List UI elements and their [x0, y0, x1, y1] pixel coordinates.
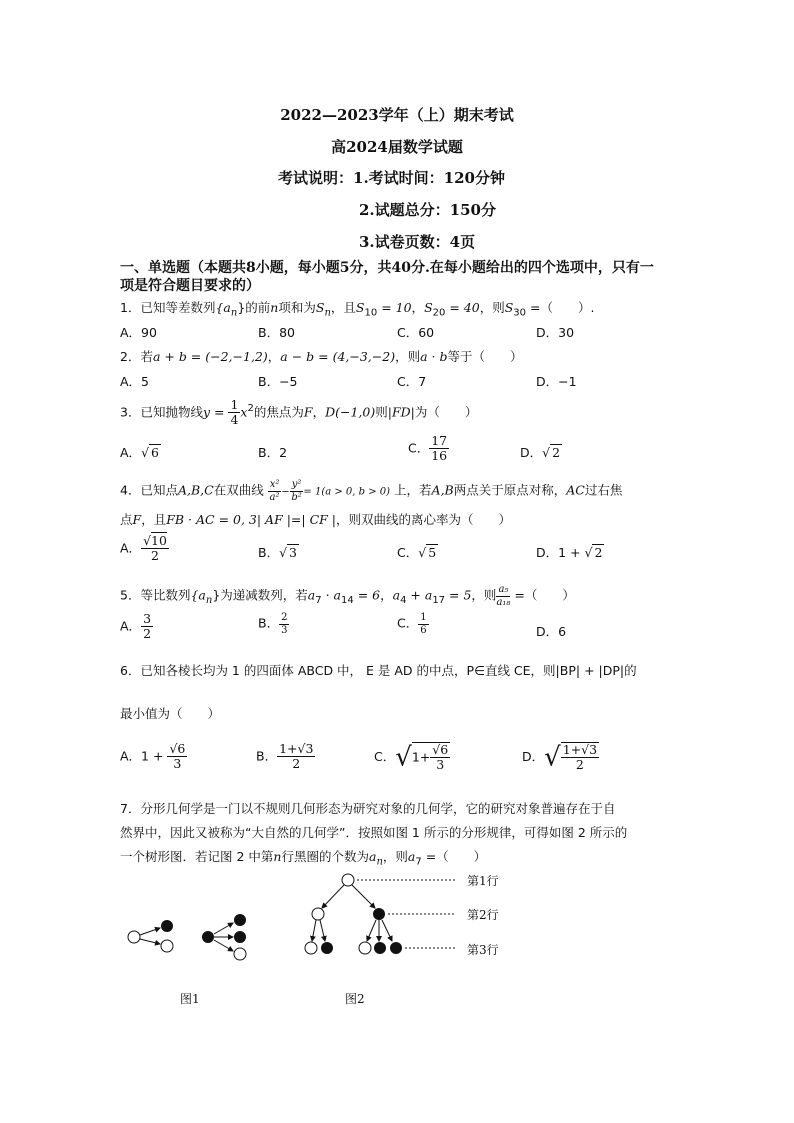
q4-a-frac: $\frac{√10}{2}$: [143, 533, 167, 564]
note-score: 2.试题总分：150分: [359, 201, 496, 219]
q4-b-label: B．: [258, 545, 280, 560]
q6-a-label: A．1 +: [120, 748, 168, 764]
q5-c-d: 6: [420, 624, 427, 636]
section-heading-line1: 一、单选题（本题共8小题，每小题5分，共40分.在每小题给出的四个选项中，只有一: [120, 260, 654, 276]
white-node: [305, 942, 317, 954]
sqrt-icon: √ 3: [279, 545, 297, 560]
q3-option-b[interactable]: B．2: [258, 445, 288, 460]
sqrt-icon: √ 6: [141, 445, 159, 460]
q3-x: x: [240, 404, 248, 420]
q4-a-d: 2: [151, 548, 159, 564]
q1-s: S: [315, 300, 325, 315]
q4-a-label: A．: [120, 540, 142, 556]
q4-ac: AC: [566, 482, 585, 498]
black-node: [321, 942, 333, 954]
row-1-label: 第1行: [467, 874, 499, 888]
question-6-line1: 6．已知各棱长均为 1 的四面体 ABCD 中， E 是 AD 的中点，P∈直线 CE，则|BP| + |DP|的: [120, 663, 637, 678]
black-node: [161, 920, 173, 932]
q6-b-d: 2: [292, 756, 301, 772]
q1-text: ，则: [479, 300, 505, 315]
question-6-line2: 最小值为（ ）: [120, 706, 221, 721]
q5-c-n: 1: [420, 612, 427, 623]
q1-n: n: [270, 300, 279, 315]
q5-c-frac: [418, 612, 428, 636]
q1-seq: {a: [215, 300, 231, 315]
q3-option-d[interactable]: [520, 443, 562, 461]
q3-c-n: 17: [431, 433, 448, 448]
q1-option-d[interactable]: D．30: [536, 325, 575, 340]
q4-f: F: [132, 512, 142, 527]
q6-d-d: 2: [575, 757, 584, 773]
q4-text: 点: [120, 512, 133, 527]
black-node: [234, 914, 246, 926]
q3-text: 3．已知抛物线: [120, 404, 203, 420]
white-node: [128, 931, 140, 943]
exam-title: 2022—2023学年（上）期末考试: [280, 106, 514, 124]
q5-f-n: a₅: [498, 584, 509, 595]
black-node: [390, 942, 402, 954]
q1-c2: S: [424, 300, 433, 315]
q4-text: 过右焦: [584, 482, 623, 498]
q3-text: 则: [375, 404, 388, 420]
q3-option-a[interactable]: [120, 443, 161, 461]
q3-fraction: [228, 398, 240, 428]
q6-c-d: 3: [436, 757, 445, 773]
q1-c2-val: = 40: [445, 300, 480, 315]
q5-text: ，则: [471, 587, 497, 603]
question-1: 1．已知等差数列$\{a_n\}$的前n项和为$S_n$，且$S_{10} = 10$，$S_{20} = 40$，则$S_{30}$ =（ ）.: [120, 300, 595, 319]
q4-points: A,B,C: [177, 482, 214, 498]
q3-text: ，: [312, 404, 326, 420]
q4-b-val: 3: [289, 545, 297, 560]
q4-option-c[interactable]: [397, 543, 438, 561]
q4-d1: a²: [269, 491, 280, 503]
q6-c-pre: 1+: [411, 749, 431, 765]
q4-n2: y²: [291, 479, 302, 490]
q7-a7-sub: 7: [415, 856, 422, 868]
q4-text: 4．已知点: [120, 482, 178, 498]
q3-d: D(−1,0): [325, 404, 376, 420]
q2-option-a[interactable]: A．5: [120, 374, 150, 389]
q7-text: 行黑圈的个数为: [281, 849, 369, 864]
q3-c-d: 16: [431, 448, 448, 464]
question-4-line1: [120, 479, 622, 503]
q4-text: 两点关于原点对称，: [453, 482, 567, 498]
exam-subtitle: 高2024届数学试题: [331, 138, 463, 156]
q5-e1: a: [307, 587, 316, 603]
figure-1-caption: 图1: [180, 992, 200, 1006]
q1-text: ，且: [330, 300, 356, 315]
question-7-line2: 然界中，因此又被称为“大自然的几何学”．按照如图 1 所示的分形规律，可得如图 2 所示的: [120, 825, 628, 840]
q4-minus: −: [281, 486, 290, 498]
q3-sup: 2: [247, 403, 254, 415]
white-node: [312, 908, 324, 920]
q3-text: 的焦点为: [253, 404, 304, 420]
q4-option-b[interactable]: [258, 543, 299, 561]
question-7-line3: [120, 847, 486, 868]
q6-option-a[interactable]: [120, 742, 187, 772]
q5-e2-mid: + a: [406, 587, 433, 603]
white-node: [234, 948, 246, 960]
q4-d-label: D．1 +: [536, 545, 585, 560]
q4-frac-x: [268, 479, 282, 503]
black-node: [374, 942, 386, 954]
note-pages: 3.试卷页数：4页: [359, 233, 476, 251]
q5-option-d[interactable]: D．6: [536, 624, 567, 639]
q5-b-label: B．: [258, 615, 280, 631]
q6-a-frac: [167, 742, 187, 772]
q7-text: 一个树形图．若记图 2 中第: [120, 849, 274, 864]
question-3: [120, 398, 477, 428]
black-node: [234, 931, 246, 943]
q2-expr3: a · b: [420, 349, 448, 364]
exam-notes: [278, 167, 505, 188]
q6-d-n: 1+√3: [562, 742, 598, 757]
q6-c-frac: [430, 743, 450, 773]
q5-b-d: 3: [281, 624, 288, 636]
q5-frac: [496, 584, 510, 608]
q4-text: 在双曲线: [213, 482, 264, 498]
q3-a-val: 6: [151, 445, 159, 460]
q6-option-b[interactable]: [256, 742, 315, 772]
q1-c3-sub: 30: [513, 307, 527, 319]
q5-a-d: 2: [143, 626, 152, 642]
q2-text: ，: [267, 349, 281, 364]
q4-c-val: 5: [428, 545, 437, 560]
q1-text: 1．已知等差数列: [120, 300, 216, 315]
q7-text: ，则: [382, 849, 408, 864]
q6-b-n: 1+√3: [279, 741, 314, 756]
q5-text: =（ ）: [510, 587, 575, 603]
q5-e2-sub: 4: [400, 595, 407, 606]
q3-fd: |FD|: [387, 404, 415, 420]
q3-y: y =: [202, 404, 225, 420]
question-4-line2: [120, 510, 511, 528]
q4-text: ，则双曲线的离心率为（ ）: [336, 512, 512, 527]
figure-2-caption: 图2: [345, 992, 365, 1006]
sqrt-icon: √: [395, 742, 412, 773]
sqrt-icon: √ 2: [584, 545, 603, 560]
q7-an: a: [368, 849, 377, 864]
question-7-line1: 7．分形几何学是一门以不规则几何形态为研究对象的几何学，它的研究对象普遍存在于自: [120, 801, 616, 816]
q7-n: n: [273, 849, 282, 864]
q5-a-frac: [141, 612, 153, 642]
q5-e2-sub2: 17: [432, 595, 446, 606]
q3-d-label: D．: [520, 445, 543, 460]
row-3-label: 第3行: [467, 943, 499, 957]
q3-frac-n: 1: [230, 397, 239, 412]
q4-dot: FB · AC = 0, 3| AF |=| CF |: [166, 512, 337, 527]
q3-text: 为（ ）: [414, 404, 478, 420]
q5-e1-mid: · a: [321, 587, 341, 603]
q3-d-val: 2: [552, 445, 561, 460]
q1-c1: S: [355, 300, 365, 315]
q4-d2: b²: [291, 491, 302, 503]
sqrt-icon: √: [544, 742, 561, 773]
q3-option-c[interactable]: [408, 434, 449, 464]
q1-text: 项和为: [278, 300, 316, 315]
q2-text: 等于（ ）: [447, 349, 523, 364]
q6-c-n: √6: [432, 742, 449, 757]
q6-c-label: C．: [374, 748, 396, 764]
q6-a-d: 3: [173, 756, 182, 772]
q3-f: F: [303, 404, 313, 420]
q6-option-d[interactable]: [522, 742, 599, 773]
q5-e1-sub: 7: [315, 595, 322, 606]
q3-c-label: C．: [408, 440, 430, 456]
q3-frac-d: 4: [230, 412, 239, 428]
q1-seq-sub: n: [230, 307, 238, 319]
row-2-label: 第2行: [467, 908, 499, 922]
q2-option-b[interactable]: B．−5: [258, 374, 298, 389]
q5-e2-val: = 5: [445, 587, 472, 603]
q5-e1-val: = 6: [353, 587, 381, 603]
q6-d-frac: [561, 743, 599, 773]
note-time: 1.考试时间：120分钟: [353, 169, 505, 187]
black-node: [202, 931, 214, 943]
q2-text: ，则: [395, 349, 421, 364]
q5-option-c[interactable]: [397, 612, 429, 636]
q2-option-d[interactable]: D．−1: [536, 374, 577, 389]
q1-option-c[interactable]: C．60: [397, 325, 435, 340]
q2-option-c[interactable]: C．7: [397, 374, 427, 389]
q5-text: 5．等比数列: [120, 587, 191, 603]
q2-expr2: a − b = (4,−3,−2): [280, 349, 396, 364]
q5-c-label: C．: [397, 615, 419, 631]
q1-option-b[interactable]: B．80: [258, 325, 295, 340]
figure-1-diagram: [120, 908, 260, 968]
q4-tail: = 1(a > 0, b > 0): [303, 486, 391, 498]
q5-text: ，: [380, 587, 393, 603]
q5-option-a[interactable]: [120, 612, 153, 642]
q5-seq: {a: [190, 587, 206, 603]
q7-a7: a: [407, 849, 416, 864]
q6-b-label: B．: [256, 748, 278, 764]
q2-text: 2．若: [120, 349, 153, 364]
q4-option-a[interactable]: [120, 534, 169, 564]
q1-s-sub: n: [324, 307, 331, 319]
sqrt-icon: √ 5: [418, 545, 437, 560]
q5-a-n: 3: [143, 611, 152, 626]
q6-b-frac: [277, 742, 315, 772]
q5-b-frac: [279, 612, 289, 636]
q4-frac-y: [290, 479, 304, 503]
q4-a-n: 10: [151, 533, 167, 548]
q3-c-frac: [429, 434, 449, 464]
q5-seq-sub: n: [205, 595, 213, 606]
section-heading-line2: 项是符合题目要求的）: [120, 278, 260, 294]
q1-c1-val: = 10: [377, 300, 412, 315]
q1-text: =（ ）.: [526, 300, 595, 315]
q1-option-a[interactable]: A．90: [120, 325, 157, 340]
q6-a-n: √6: [169, 741, 186, 756]
q1-text: }的前: [237, 300, 271, 315]
q5-f-d: a₁₈: [496, 596, 511, 608]
q5-e2: a: [392, 587, 401, 603]
q1-c2-sub: 20: [432, 307, 446, 319]
question-2: [120, 347, 523, 365]
white-node: [342, 874, 354, 886]
q2-expr1: a + b = (−2,−1,2): [152, 349, 268, 364]
q4-n1: x²: [269, 479, 280, 490]
q5-b-n: 2: [281, 612, 288, 623]
white-node: [161, 940, 173, 952]
sqrt-icon: √ 2: [542, 445, 561, 460]
q4-option-d[interactable]: [536, 543, 604, 561]
q7-text: =（ ）: [421, 849, 487, 864]
q6-d-label: D．: [522, 748, 545, 764]
q7-an-sub: n: [376, 856, 383, 868]
q5-option-b[interactable]: [258, 612, 289, 636]
q6-option-c[interactable]: [374, 742, 450, 773]
white-node: [359, 942, 371, 954]
figure-2-tree: [295, 870, 465, 960]
q3-a-label: A．: [120, 445, 142, 460]
q5-e1-sub2: 14: [340, 595, 354, 606]
q5-a-label: A．: [120, 618, 142, 634]
q4-text: 上，若: [394, 482, 432, 498]
black-node: [373, 908, 385, 920]
q4-d-val: 2: [594, 545, 603, 560]
q1-c1-sub: 10: [364, 307, 378, 319]
note-label: 考试说明：: [278, 169, 354, 187]
question-5: 5．等比数列$\{a_n\}$为递减数列，若$a_7 \cdot a_{14} = 6$，$a_4 + a_{17} = 5$，则 $\frac{\text{a₅}}{\text{a₁₈}}$ =（ ）: [120, 584, 575, 608]
q4-c-label: C．: [397, 545, 419, 560]
q1-c3: S: [504, 300, 514, 315]
q4-text: ，且: [141, 512, 167, 527]
q4-ab: A,B: [431, 482, 454, 498]
